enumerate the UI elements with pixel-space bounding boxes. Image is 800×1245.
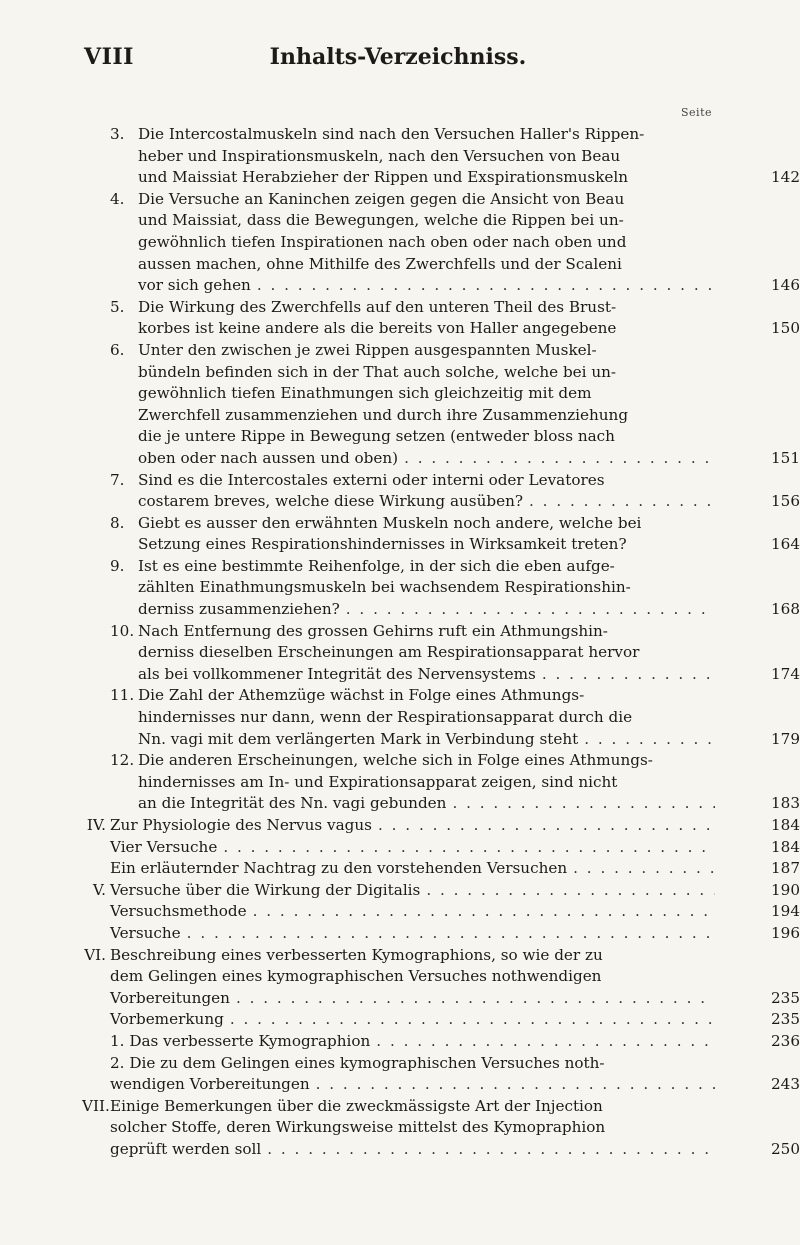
entry-text: Die anderen Erscheinungen, welche sich in Folge eines Athmungs- xyxy=(138,751,653,770)
entry-text: gewöhnlich tiefen Einathmungen sich gleichzeitig mit dem xyxy=(138,384,592,403)
entry-line xyxy=(110,1031,715,1053)
entry-number: 4. xyxy=(110,189,125,208)
entry-line xyxy=(138,772,715,794)
entry-line xyxy=(138,491,715,513)
entry-page-number: 194 xyxy=(771,902,800,921)
entry-text: und Maissiat Herabzieher der Rippen und Exspirationsmuskeln xyxy=(138,168,629,187)
toc-entry xyxy=(82,837,800,859)
entry-line xyxy=(138,318,715,340)
entry-line xyxy=(138,685,715,707)
entry-text: Die Wirkung des Zwerchfells auf den unteren Theil des Brust- xyxy=(138,297,617,316)
entry-line xyxy=(110,1053,715,1075)
toc-entry xyxy=(110,470,800,513)
entry-number: 9. xyxy=(110,556,125,575)
entry-text: Vorbemerkung xyxy=(110,1010,224,1029)
entry-text: an die Integrität des Nn. vagi gebunden xyxy=(138,794,447,813)
entry-text: Versuchsmethode xyxy=(110,902,247,921)
entry-number: VII. xyxy=(82,1096,110,1115)
entry-line xyxy=(110,901,715,923)
entry-page-number: 236 xyxy=(771,1031,800,1050)
entry-text: Einige Bemerkungen über die zweckmässigste Art der Injection xyxy=(110,1096,603,1115)
entry-text: die je untere Rippe in Bewegung setzen (entweder bloss nach xyxy=(138,427,615,446)
entry-page-number: 183 xyxy=(771,794,800,813)
toc-entry xyxy=(110,556,800,621)
entry-line xyxy=(110,1096,715,1118)
entry-text: Setzung eines Respirationshindernisses in Wirksamkeit treten? xyxy=(138,535,627,554)
entry-text: Giebt es ausser den erwähnten Muskeln noch andere, welche bei xyxy=(138,513,642,532)
entry-line xyxy=(138,254,715,276)
entry-text: und Maissiat, dass die Bewegungen, welche die Rippen bei un- xyxy=(138,211,624,230)
leader-dots xyxy=(523,491,715,513)
entry-line xyxy=(138,232,715,254)
entry-text: Nn. vagi mit dem verlängerten Mark in Verbindung steht xyxy=(138,729,579,748)
entry-text: Versuche über die Wirkung der Digitalis xyxy=(110,880,421,899)
entry-page-number: 164 xyxy=(771,535,800,554)
entry-text: Die Intercostalmuskeln sind nach den Versuchen Haller's Rippen- xyxy=(138,125,645,143)
toc-entry xyxy=(82,880,800,902)
leader-dots xyxy=(372,815,715,837)
entry-line xyxy=(138,146,715,168)
entry-text: 1. Das verbesserte Kymographion xyxy=(110,1031,371,1050)
toc-entry xyxy=(110,124,800,189)
entry-line xyxy=(138,599,715,621)
entry-line xyxy=(110,923,715,945)
page-column-label: Seite xyxy=(681,106,712,119)
toc-entry xyxy=(110,297,800,340)
entry-text: Zwerchfell zusammenziehen und durch ihre Zusammenziehung xyxy=(138,405,629,424)
entry-line xyxy=(110,988,715,1010)
toc-entry xyxy=(82,1009,800,1031)
entry-text: Nach Entfernung des grossen Gehirns ruft ein Athmungshin- xyxy=(138,621,608,640)
toc-entry xyxy=(82,815,800,837)
toc-entry xyxy=(110,750,800,815)
leader-dots xyxy=(217,837,715,859)
entry-page-number: 142 xyxy=(771,168,800,187)
leader-dots xyxy=(230,988,715,1010)
entry-page-number: 250 xyxy=(771,1139,800,1158)
entry-number: IV. xyxy=(86,816,106,834)
toc-entry xyxy=(110,189,800,297)
entry-line xyxy=(110,1117,715,1139)
entry-text: Beschreibung eines verbesserten Kymographions, so wie der zu xyxy=(110,945,603,964)
entry-text: solcher Stoffe, deren Wirkungsweise mittelst des Kymopraphion xyxy=(110,1118,606,1137)
entry-line xyxy=(138,362,715,384)
toc-entry xyxy=(82,1031,800,1053)
toc-entry xyxy=(82,1096,800,1161)
page-number: VIII xyxy=(84,44,134,70)
entry-text: 2. Die zu dem Gelingen eines kymographischen Versuches noth- xyxy=(110,1053,605,1072)
entry-number: 6. xyxy=(110,340,125,359)
entry-line xyxy=(110,858,715,880)
entry-text: Vier Versuche xyxy=(110,837,218,856)
entry-text: hindernisses am In- und Expirationsapparat zeigen, sind nicht xyxy=(138,772,618,791)
entry-page-number: 146 xyxy=(771,276,800,295)
entry-text: geprüft werden soll xyxy=(110,1139,262,1158)
leader-dots xyxy=(261,1139,715,1161)
page-title: Inhalts-Verzeichniss. xyxy=(269,44,527,70)
entry-line xyxy=(138,124,715,146)
entry-line xyxy=(138,405,715,427)
entry-text: zählten Einathmungsmuskeln bei wachsendem Respirationshin- xyxy=(138,578,631,597)
entry-line xyxy=(138,470,715,492)
entry-text: Vorbereitungen xyxy=(110,988,230,1007)
leader-dots xyxy=(567,858,715,880)
entry-line xyxy=(138,426,715,448)
entry-number: 5. xyxy=(110,297,125,316)
entry-text: Versuche xyxy=(110,923,181,942)
entry-line xyxy=(138,210,715,232)
entry-number: V. xyxy=(92,880,106,899)
entry-text: als bei vollkommener Integrität des Nervensystems xyxy=(138,664,536,683)
entry-text: costarem breves, welche diese Wirkung ausüben? xyxy=(138,492,524,511)
entry-number: 10. xyxy=(110,621,135,640)
entry-page-number: 184 xyxy=(771,837,800,856)
entry-line xyxy=(138,383,715,405)
entry-line xyxy=(110,1139,715,1161)
toc-entry xyxy=(82,923,800,945)
entry-line xyxy=(138,275,715,297)
entry-number: 3. xyxy=(110,125,125,143)
entry-page-number: 196 xyxy=(771,923,800,942)
entry-number: 11. xyxy=(110,686,135,705)
entry-page-number: 179 xyxy=(771,729,800,748)
entry-text: oben oder nach aussen und oben) xyxy=(138,448,399,467)
toc-entry xyxy=(110,340,800,470)
entry-page-number: 243 xyxy=(771,1075,800,1094)
entry-text: Ist es eine bestimmte Reihenfolge, in der sich die eben aufge- xyxy=(138,556,615,575)
entry-line xyxy=(110,1009,715,1031)
leader-dots xyxy=(340,599,715,621)
entry-line xyxy=(138,729,715,751)
leader-dots xyxy=(247,901,715,923)
leader-dots xyxy=(370,1031,715,1053)
entry-line xyxy=(138,793,715,815)
page-header xyxy=(84,44,712,78)
leader-dots xyxy=(578,729,715,751)
toc-entry xyxy=(82,901,800,923)
entry-text: korbes ist keine andere als die bereits von Haller angegebene xyxy=(138,319,617,338)
entry-page-number: 150 xyxy=(771,319,800,338)
leader-dots xyxy=(536,664,715,686)
entry-line xyxy=(138,750,715,772)
entry-line xyxy=(138,189,715,211)
leader-dots xyxy=(310,1074,715,1096)
entry-line xyxy=(138,167,715,189)
leader-dots xyxy=(398,448,715,470)
leader-dots xyxy=(420,880,715,902)
entry-line xyxy=(138,534,715,556)
entry-line xyxy=(110,880,715,902)
entry-line xyxy=(138,621,715,643)
toc-entry xyxy=(82,945,800,1010)
entry-number: 7. xyxy=(110,470,125,489)
toc-entry xyxy=(82,1053,800,1096)
entry-line xyxy=(138,297,715,319)
entry-page-number: 151 xyxy=(771,448,800,467)
toc-entry xyxy=(82,858,800,880)
entry-line xyxy=(110,1074,715,1096)
entry-page-number: 187 xyxy=(771,859,800,878)
entry-text: dem Gelingen eines kymographischen Versuches nothwendigen xyxy=(110,967,602,986)
entry-line xyxy=(110,966,715,988)
table-of-contents xyxy=(82,124,800,1161)
entry-number: 8. xyxy=(110,513,125,532)
entry-text: heber und Inspirationsmuskeln, nach den Versuchen von Beau xyxy=(138,146,621,165)
entry-text: Unter den zwischen je zwei Rippen ausgespannten Muskel- xyxy=(138,340,597,359)
entry-text: derniss zusammenziehen? xyxy=(138,600,340,619)
entry-text: Zur Physiologie des Nervus vagus xyxy=(110,816,372,834)
leader-dots xyxy=(251,275,715,297)
entry-text: gewöhnlich tiefen Inspirationen nach oben oder nach oben und xyxy=(138,232,627,251)
entry-text: wendigen Vorbereitungen xyxy=(110,1075,310,1094)
entry-line xyxy=(110,837,715,859)
entry-text: Sind es die Intercostales externi oder interni oder Levatores xyxy=(138,470,605,489)
entry-page-number: 184 xyxy=(771,816,800,834)
entry-line xyxy=(138,707,715,729)
entry-page-number: 235 xyxy=(771,988,800,1007)
entry-line xyxy=(138,340,715,362)
entry-line xyxy=(138,577,715,599)
entry-line xyxy=(138,556,715,578)
toc-entry xyxy=(110,685,800,750)
entry-text: derniss dieselben Erscheinungen am Respirationsapparat hervor xyxy=(138,643,640,662)
entry-line xyxy=(138,664,715,686)
entry-page-number: 190 xyxy=(771,880,800,899)
entry-number: 12. xyxy=(110,751,135,770)
entry-line xyxy=(110,945,715,967)
entry-text: Die Zahl der Athemzüge wächst in Folge eines Athmungs- xyxy=(138,686,585,705)
entry-line xyxy=(110,815,715,837)
entry-page-number: 174 xyxy=(771,664,800,683)
entry-page-number: 235 xyxy=(771,1010,800,1029)
entry-line xyxy=(138,513,715,535)
entry-page-number: 168 xyxy=(771,600,800,619)
entry-line xyxy=(138,448,715,470)
entry-number: VI. xyxy=(84,945,106,964)
entry-text: bündeln befinden sich in der That auch solche, welche bei un- xyxy=(138,362,617,381)
entry-text: hindernisses nur dann, wenn der Respirationsapparat durch die xyxy=(138,708,633,727)
leader-dots xyxy=(181,923,715,945)
entry-text: Ein erläuternder Nachtrag zu den vorstehenden Versuchen xyxy=(110,859,568,878)
leader-dots xyxy=(446,793,715,815)
entry-line xyxy=(138,642,715,664)
toc-entry xyxy=(110,621,800,686)
entry-text: aussen machen, ohne Mithilfe des Zwerchfells und der Scaleni xyxy=(138,254,622,273)
entry-page-number: 156 xyxy=(771,492,800,511)
entry-text: vor sich gehen xyxy=(138,276,251,295)
toc-entry xyxy=(110,513,800,556)
leader-dots xyxy=(224,1009,715,1031)
entry-text: Die Versuche an Kaninchen zeigen gegen die Ansicht von Beau xyxy=(138,189,625,208)
